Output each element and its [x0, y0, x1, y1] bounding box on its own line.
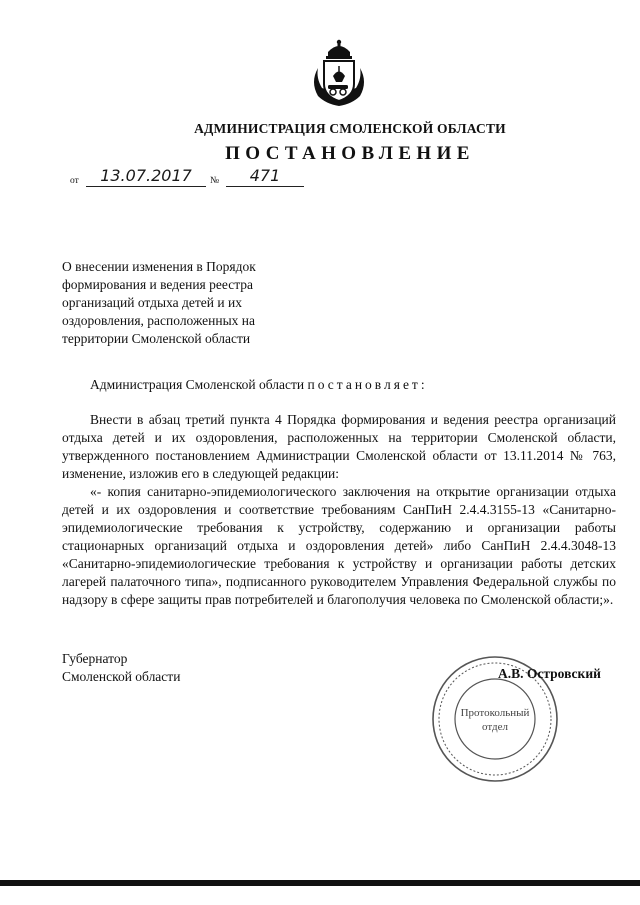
subject-line: территории Смоленской области: [62, 331, 251, 346]
subject-line: О внесении изменения в Порядок: [62, 259, 256, 274]
body-paragraph: Внести в абзац третий пункта 4 Порядка формирования и ведения реестра организаций отдыха детей и их оздоровления, расположенных на территории Смоленской области, утвержденного постановлением Администрации Смоленской области от 13.11.2014 № 763, изменение, изложив его в следующей редакции:: [62, 412, 616, 481]
subject-line: организаций отдыха детей и их: [62, 295, 242, 310]
document-type-title: ПОСТАНОВЛЕНИЕ: [225, 143, 475, 164]
position-line: Смоленской области: [62, 669, 181, 684]
intro-keyword: постановляет:: [307, 377, 428, 392]
signatory-name: А.В. Островский: [498, 666, 601, 681]
date-value: 13.07.2017: [86, 166, 206, 187]
subject-line: оздоровления, расположенных на: [62, 313, 255, 328]
number-value: 471: [226, 166, 304, 187]
date-prefix: от: [70, 176, 79, 186]
stamp-text-line1: Протокольный: [460, 707, 530, 719]
signatory-position: [62, 650, 180, 686]
subject-line: формирования и ведения реестра: [62, 277, 254, 292]
resolution-intro: [62, 376, 616, 394]
document-subject: [62, 258, 300, 348]
organization-title: АДМИНИСТРАЦИЯ СМОЛЕНСКОЙ ОБЛАСТИ: [194, 121, 506, 136]
position-line: Губернатор: [62, 651, 128, 666]
coat-of-arms-emblem: [304, 38, 374, 110]
body-paragraph: «- копия санитарно-эпидемиологического заключения на открытие организации отдыха детей и их оздоровления и соответствие требованиям СанПиН 2.4.4.3155-13 «Санитарно-эпидемиологические требования к устройству, содержанию и организации работы стационарных организаций отдыха и оздоровления детей» либо СанПиН 2.4.4.3048-13 «Санитарно-эпидемиологические требования к устройству и организации работы детских лагерей палаточного типа», подписанного руководителем Управления Федеральной службы по надзору в сфере защиты прав потребителей и благополучия человека по Смоленской области;».: [62, 484, 616, 607]
date-number-line: [70, 166, 310, 190]
intro-text: Администрация Смоленской области: [90, 377, 308, 392]
stamp-text-line2: отдел: [482, 721, 508, 733]
document-body: [62, 376, 616, 609]
number-prefix: №: [210, 176, 220, 186]
page-bottom-border: [0, 880, 640, 886]
